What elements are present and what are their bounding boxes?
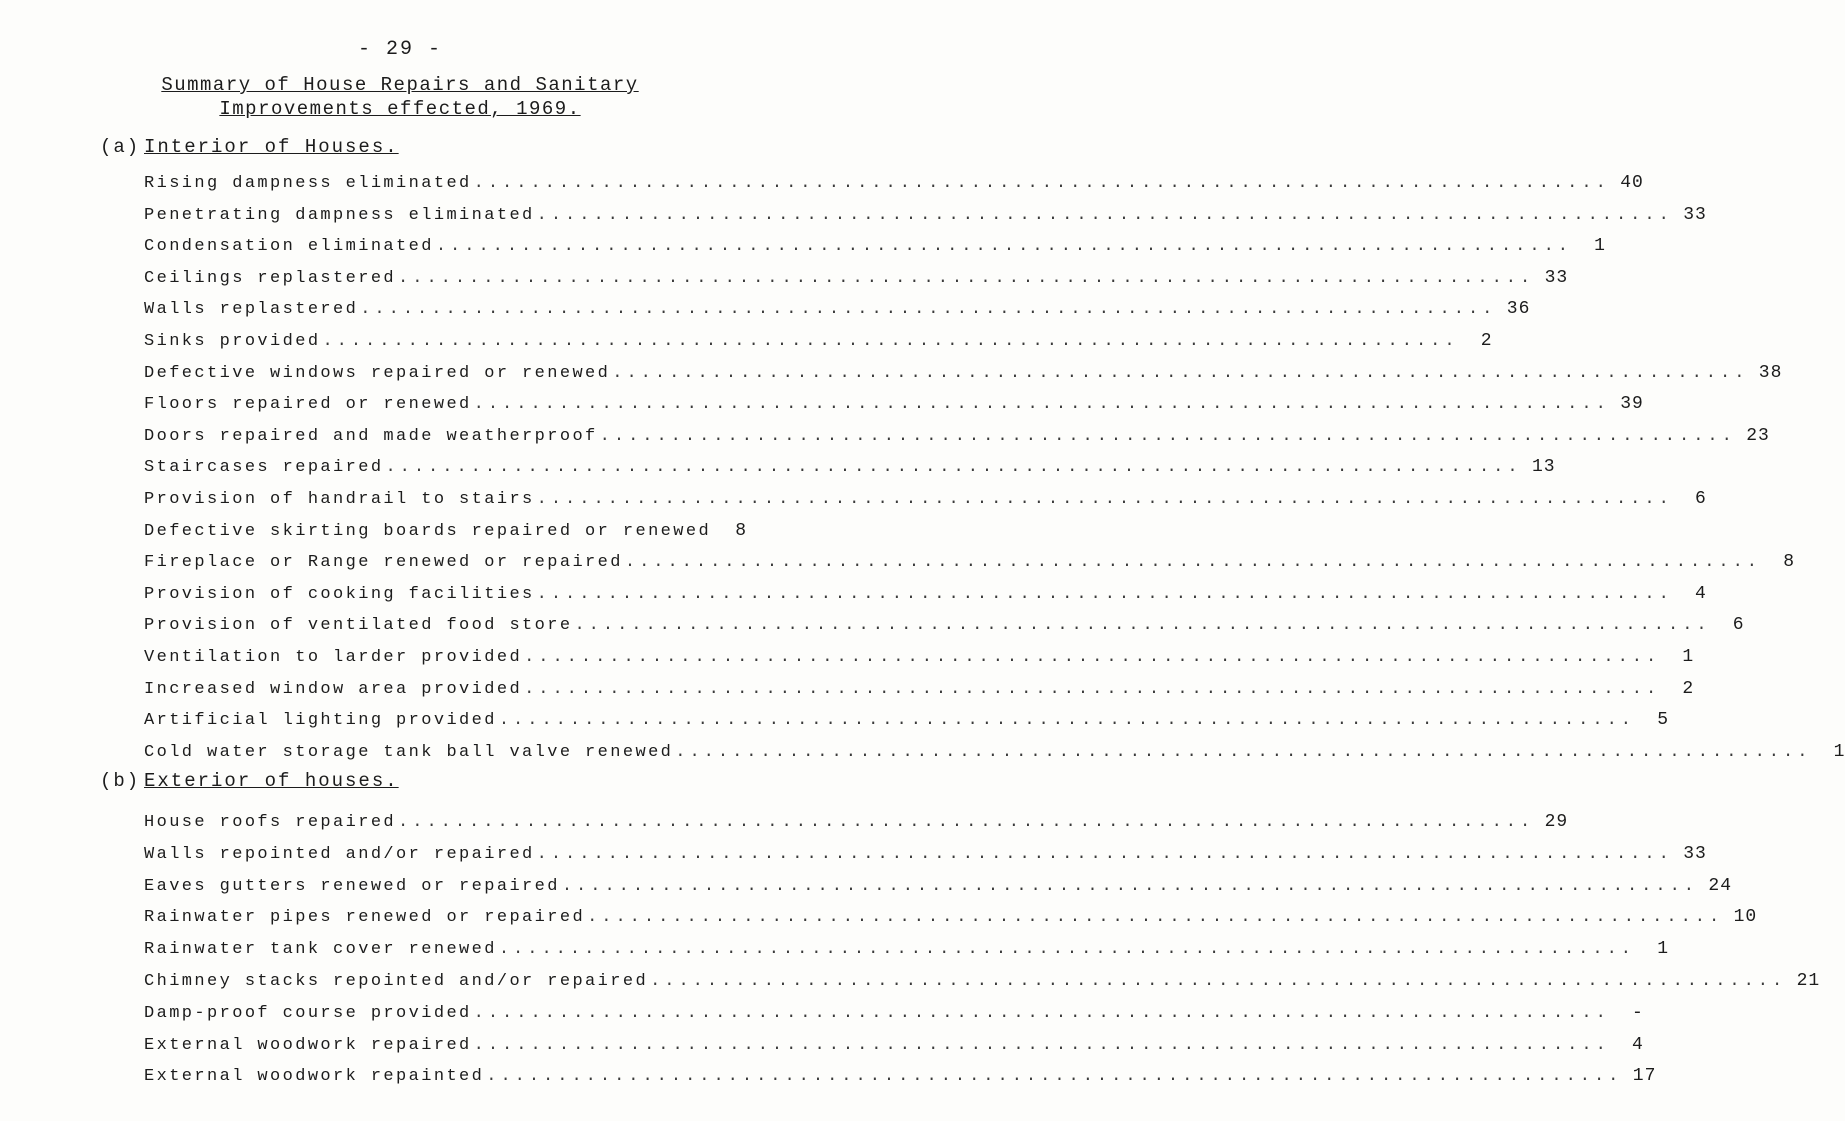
leader-dots: ................................................................................ [435,237,1572,257]
leader-dots: ................................................................................ [536,490,1673,509]
item-label: External woodwork repainted [144,1067,485,1087]
leader-dots: ................................................................................ [473,395,1610,415]
leader-dots: ................................................................................ [360,300,1497,320]
item-count: 21 [1796,971,1821,991]
item-count: 13 [1531,457,1556,478]
item-label: Rising dampness eliminated [144,174,472,193]
list-item [144,552,1796,578]
page-title-line-2: Improvements effected, 1969. [219,98,581,120]
leader-dots: ................................................................................ [398,813,1535,832]
list-item [144,1034,1644,1061]
item-count: - [1631,1002,1644,1023]
leader-dots: ................................................................................ [574,616,1711,636]
list-item [144,236,1606,262]
item-label: Penetrating dampness eliminated [144,205,535,225]
list-item [144,647,1695,673]
list-item [144,204,1707,231]
item-label: Defective windows repaired or renewed [144,363,611,383]
item-count: 6 [1694,489,1707,509]
item-label: Provision of cooking facilities [144,584,535,604]
item-count: 1 [1833,741,1845,762]
list-item [144,173,1644,199]
leader-dots: ................................................................................ [524,648,1661,667]
item-label: Fireplace or Range renewed or repaired [144,553,623,573]
item-label: Increased window area provided [144,679,523,699]
leader-dots: ................................................................................ [612,363,1749,383]
item-label: External woodwork repaired [144,1035,472,1055]
leader-dots: ................................................................................ [675,742,1812,762]
item-count: 23 [1746,425,1770,446]
list-item [144,971,1821,997]
section-b-label: (b) [100,770,141,792]
item-count: 1 [1594,236,1606,257]
item-count: 29 [1544,812,1569,832]
leader-dots: ................................................................................ [599,426,1736,446]
item-count: 1 [1682,647,1695,667]
item-count: 10 [1733,907,1758,928]
list-item [144,489,1707,515]
page-title-line-1: Summary of House Repairs and Sanitary [161,74,639,96]
leader-dots: ................................................................................ [587,908,1724,928]
list-item [144,425,1770,452]
list-item [144,394,1644,420]
item-label: Staircases repaired [144,458,384,478]
item-count: 33 [1683,843,1707,864]
item-count: 8 [735,520,748,541]
item-count: 39 [1620,394,1644,415]
item-count: 4 [1694,583,1707,604]
item-count: 4 [1631,1034,1644,1055]
leader-dots: ................................................................................ [398,268,1535,288]
list-item [144,457,1556,483]
item-count: 36 [1506,299,1531,320]
item-count: 40 [1620,173,1644,193]
section-exterior-title: Exterior of houses. [144,770,399,792]
list-item [144,710,1669,736]
item-label: Cold water storage tank ball valve renewed [144,742,674,762]
list-item [144,331,1493,357]
list-item [144,678,1695,705]
list-item [144,267,1569,294]
item-count: 33 [1544,267,1569,288]
list-item [144,1066,1657,1092]
item-label: Artificial lighting provided [144,711,497,731]
leader-dots: ................................................................................ [473,1003,1610,1023]
leader-dots: ................................................................................ [498,711,1635,731]
section-interior-title: Interior of Houses. [144,136,399,158]
item-count: 38 [1758,362,1783,383]
item-label: Condensation eliminated [144,237,434,257]
item-label: Walls replastered [144,300,359,320]
leader-dots: ................................................................................ [561,876,1698,896]
list-item [144,299,1531,325]
leader-dots: ................................................................................ [322,332,1459,351]
leader-dots: ................................................................................ [624,553,1762,573]
item-label: Sinks provided [144,332,321,351]
section-a-label: (a) [100,136,141,158]
leader-dots: ................................................................................ [536,205,1673,225]
list-item [144,875,1732,902]
item-count: 17 [1632,1066,1657,1087]
list-item [144,520,748,547]
item-count: 6 [1732,615,1745,636]
list-item [144,583,1707,610]
item-label: House roofs repaired [144,813,397,832]
item-label: Rainwater tank cover renewed [144,940,497,960]
leader-dots: ................................................................................ [473,1035,1610,1055]
item-label: Provision of ventilated food store [144,616,573,636]
item-label: Floors repaired or renewed [144,395,472,415]
list-item [144,1002,1644,1029]
item-label: Ventilation to larder provided [144,648,523,667]
item-label: Defective skirting boards repaired or renewed [144,521,712,541]
item-label: Chimney stacks repointed and/or repaired [144,972,649,991]
leader-dots: ................................................................................ [524,679,1661,699]
leader-dots: ................................................................................ [536,584,1673,604]
item-label: Damp-proof course provided [144,1003,472,1023]
page-number: - 29 - [357,38,442,61]
item-label: Walls repointed and/or repaired [144,844,535,864]
list-item [144,362,1783,389]
item-label: Provision of handrail to stairs [144,490,535,509]
list-item [144,812,1569,838]
list-item [144,741,1845,768]
leader-dots: ................................................................................ [650,972,1787,991]
item-count: 2 [1480,331,1493,351]
list-item [144,615,1745,641]
item-count: 8 [1783,552,1796,573]
leader-dots: ................................................................................ [486,1067,1623,1087]
list-item [144,843,1707,870]
item-label: Doors repaired and made weatherproof [144,426,598,446]
item-label: Rainwater pipes renewed or repaired [144,908,586,928]
item-label: Eaves gutters renewed or repaired [144,876,560,896]
item-count: 24 [1708,875,1732,896]
item-count: 33 [1683,204,1707,225]
list-item [144,907,1758,933]
item-count: 5 [1657,710,1669,731]
leader-dots: ................................................................................ [498,940,1635,960]
leader-dots: ................................................................................ [385,458,1522,478]
item-count: 2 [1682,678,1695,699]
list-item [144,939,1669,965]
item-count: 1 [1657,939,1669,960]
leader-dots: ................................................................................ [536,844,1673,864]
item-label: Ceilings replastered [144,268,397,288]
leader-dots: ................................................................................ [473,174,1610,193]
